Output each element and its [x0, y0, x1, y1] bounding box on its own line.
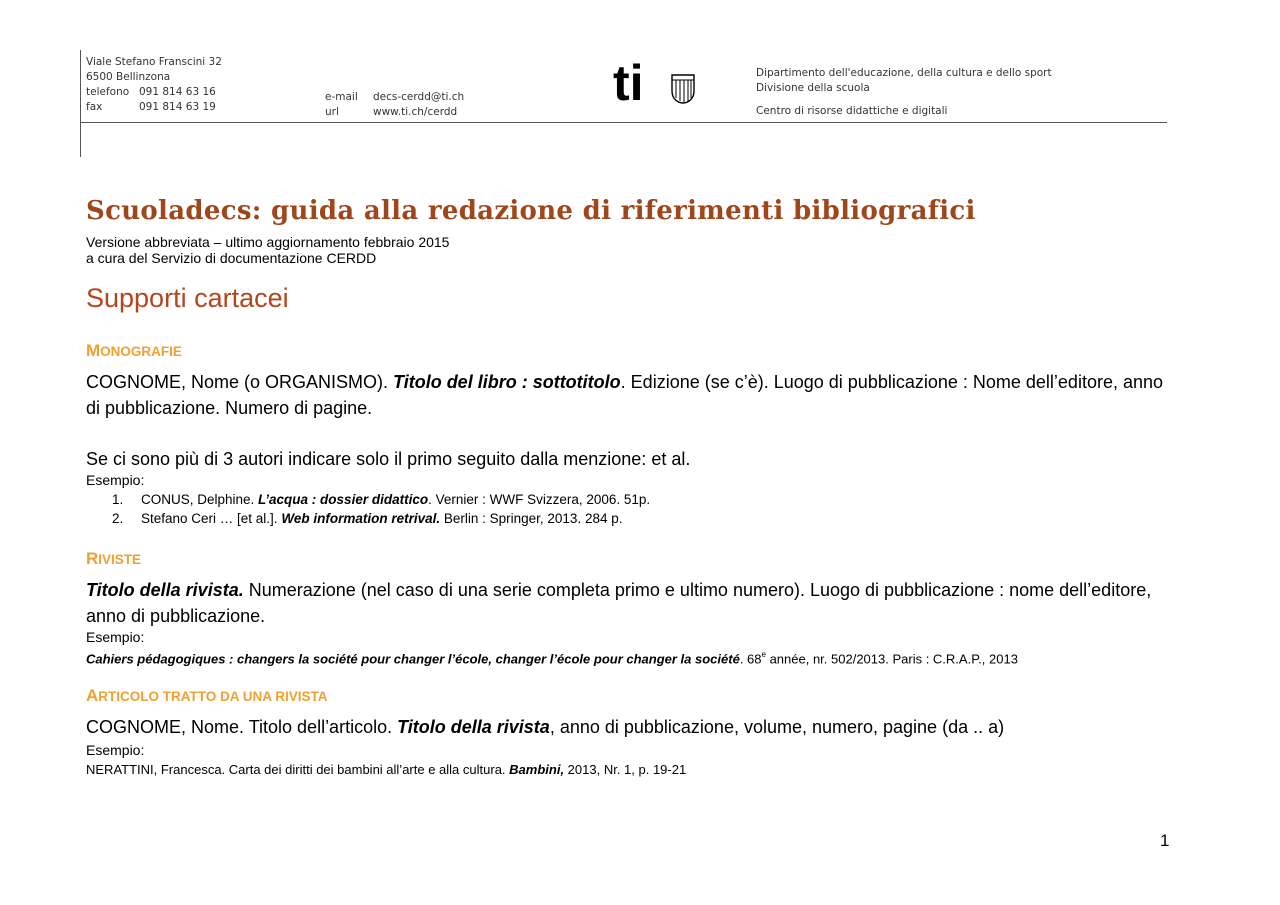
page-number: 1	[1160, 831, 1170, 850]
email-row	[325, 90, 464, 105]
heading-initial: M	[86, 341, 101, 360]
header-vertical-rule	[80, 50, 81, 157]
articolo-format	[86, 714, 1176, 740]
phone-label: telefono	[86, 86, 130, 98]
address-block	[86, 55, 222, 115]
format-title-placeholder: Titolo della rivista	[397, 717, 550, 737]
address-street: Viale Stefano Franscini 32	[86, 56, 222, 68]
format-title-placeholder: Titolo della rivista.	[86, 580, 244, 600]
format-text: , anno di pubblicazione, volume, numero, pagine (da .. a)	[549, 717, 1005, 737]
subsection-riviste-heading	[86, 549, 141, 569]
section-title: Supporti cartacei	[86, 283, 289, 313]
phone-number: 091 814 63 16	[139, 86, 216, 98]
list-item	[112, 509, 650, 528]
list-number: 2.	[112, 511, 124, 526]
department-block	[756, 66, 1052, 119]
heading-rest: ONOGRAFIE	[100, 344, 182, 359]
list-number: 1.	[112, 492, 124, 507]
heading-initial: R	[86, 549, 99, 568]
articolo-example-label: Esempio:	[86, 742, 145, 758]
fax-label: fax	[86, 101, 103, 113]
header-horizontal-rule	[80, 122, 1167, 123]
format-text: . Edizione (se c’è). Luogo di pubblicazione : Nome dell’editore, anno di pubblicazione. Numero di pagine.	[86, 372, 1164, 418]
format-title-placeholder: Titolo del libro : sottotitolo	[393, 372, 621, 392]
document-title: Scuoladecs: guida alla redazione di riferimenti bibliografici	[86, 196, 976, 226]
contact-block	[325, 90, 464, 120]
subsection-articolo-heading	[86, 686, 328, 706]
monografie-format	[86, 369, 1176, 421]
riviste-example-label: Esempio:	[86, 629, 145, 645]
phone-row	[86, 85, 222, 100]
fax-number: 091 814 63 19	[139, 101, 216, 113]
monografie-example-label: Esempio:	[86, 472, 145, 488]
fax-row	[86, 100, 222, 115]
email-label: e-mail	[325, 91, 358, 103]
department-line3: Centro di risorse didattiche e digitali	[756, 105, 948, 117]
articolo-example: NERATTINI, Francesca. Carta dei diritti dei bambini all’arte e alla cultura. Bambini, 2013, Nr. 1, p. 19-21	[86, 762, 687, 777]
riviste-format	[86, 577, 1176, 629]
example-text: Stefano Ceri … [et al.]. Web information retrival. Berlin : Springer, 2013. 284 p.	[141, 511, 623, 526]
example-text: CONUS, Delphine. L’acqua : dossier didattico. Vernier : WWF Svizzera, 2006. 51p.	[141, 492, 651, 507]
address-city: 6500 Bellinzona	[86, 71, 171, 83]
format-text: COGNOME, Nome (o ORGANISMO).	[86, 372, 394, 392]
department-line1: Dipartimento dell'educazione, della cultura e dello sport	[756, 67, 1052, 79]
coat-of-arms-icon	[671, 74, 695, 104]
ticino-logo-text: ti	[613, 60, 644, 104]
riviste-example: Cahiers pédagogiques : changers la société pour changer l’école, changer l’école pour changer la société. 68e année, nr. 502/2013. Paris : C.R.A.P., 2013	[86, 650, 1018, 667]
monografie-authors-note: Se ci sono più di 3 autori indicare solo il primo seguito dalla menzione: et al.	[86, 449, 691, 469]
subsection-monografie-heading	[86, 341, 182, 361]
monografie-example-list	[112, 490, 650, 528]
document-subtitle-version: Versione abbreviata – ultimo aggiornamento febbraio 2015	[86, 234, 450, 250]
format-text: Numerazione (nel caso di una serie completa primo e ultimo numero). Luogo di pubblicazione : nome dell’editore, anno di pubblicazione.	[86, 580, 1152, 626]
url-link[interactable]: www.ti.ch/cerdd	[373, 106, 458, 118]
document-subtitle-author: a cura del Servizio di documentazione CERDD	[86, 250, 377, 266]
heading-rest: RTICOLO TRATTO DA UNA RIVISTA	[98, 689, 328, 704]
format-text: COGNOME, Nome. Titolo dell’articolo.	[86, 717, 398, 737]
heading-initial: A	[86, 686, 99, 705]
url-label: url	[325, 106, 339, 118]
heading-rest: IVISTE	[98, 552, 142, 567]
department-line2: Divisione della scuola	[756, 82, 870, 94]
ticino-logo-icon	[613, 60, 659, 104]
list-item	[112, 490, 650, 509]
url-row	[325, 105, 464, 120]
email-address[interactable]: decs-cerdd@ti.ch	[373, 91, 465, 103]
